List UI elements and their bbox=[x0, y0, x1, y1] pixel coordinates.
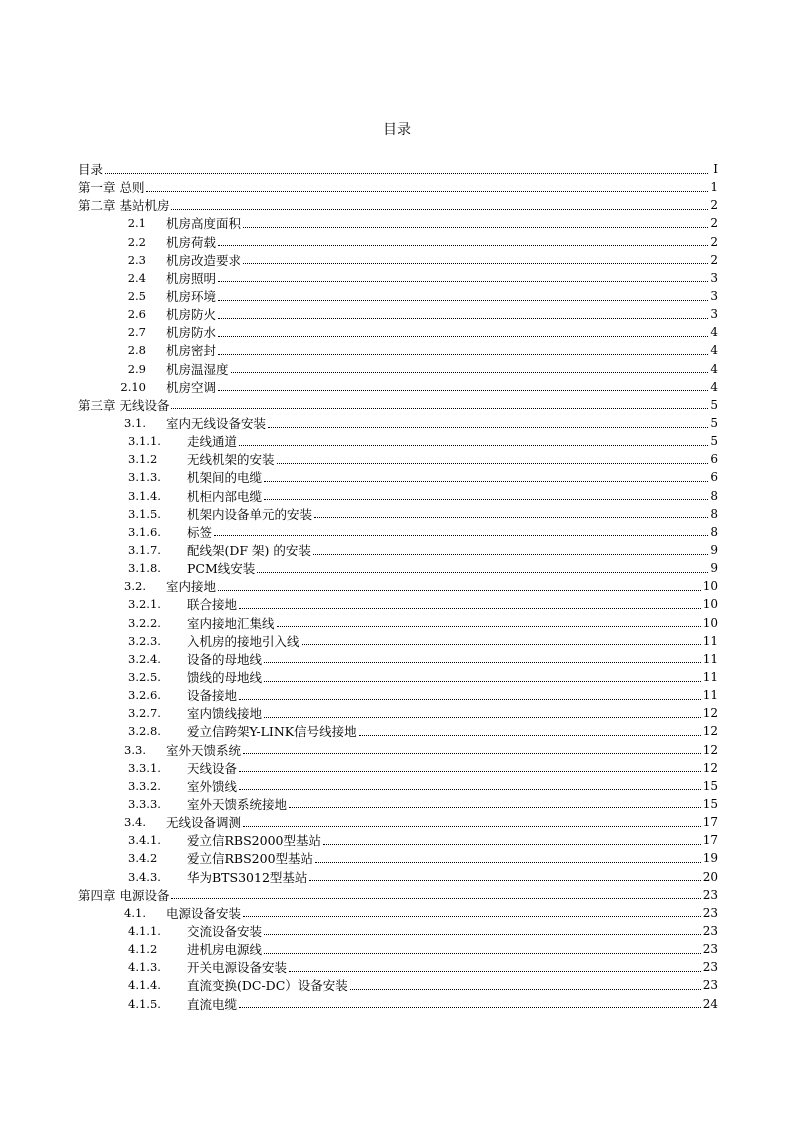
toc-entry-number-text: 3.3.2. bbox=[128, 778, 161, 793]
toc-entry-title: 入机房的接地引入线 bbox=[187, 633, 300, 649]
toc-entry[interactable] bbox=[78, 178, 718, 196]
toc-entry-page: 1 bbox=[710, 180, 718, 195]
toc-entry-page: 4 bbox=[710, 361, 718, 376]
toc-leader-dots bbox=[277, 626, 701, 627]
toc-entry-number-text: 3.2.8. bbox=[128, 724, 161, 739]
toc-entry-number bbox=[78, 851, 158, 865]
toc-entry-number bbox=[78, 688, 161, 703]
toc-leader-dots bbox=[171, 209, 708, 210]
toc-entry-page: 19 bbox=[702, 851, 718, 866]
toc-entry-number: 2.8 bbox=[127, 343, 146, 358]
toc-leader-dots bbox=[359, 735, 701, 736]
toc-entry-number-text: 3.1.6. bbox=[128, 524, 161, 539]
toc-entry-number: 2.2 bbox=[127, 234, 146, 249]
toc-leader-dots bbox=[264, 662, 701, 663]
toc-leader-dots bbox=[239, 608, 701, 609]
table-of-contents bbox=[78, 160, 718, 1013]
toc-entry[interactable] bbox=[78, 849, 718, 867]
toc-entry-title: 设备接地 bbox=[187, 688, 238, 704]
toc-leader-dots bbox=[277, 463, 708, 464]
toc-entry-page: 10 bbox=[702, 597, 718, 612]
toc-entry-title: 爱立信RBS2000型基站 bbox=[187, 833, 321, 849]
toc-entry-number-text: 3.4.1. bbox=[128, 833, 161, 848]
toc-leader-dots bbox=[146, 191, 708, 192]
toc-entry-number bbox=[78, 706, 161, 721]
toc-entry-number-text: 4.1.2 bbox=[128, 942, 158, 957]
toc-entry-number bbox=[78, 452, 158, 466]
toc-entry-title: 机柜内部电缆 bbox=[187, 488, 263, 504]
toc-entry[interactable] bbox=[78, 922, 718, 940]
toc-entry-title: 机架内设备单元的安装 bbox=[187, 506, 313, 522]
toc-entry[interactable] bbox=[78, 450, 718, 468]
toc-entry-number-text: 3.2.6. bbox=[128, 688, 161, 703]
toc-entry-number-text: 3.4.2 bbox=[128, 851, 158, 866]
toc-entry-number bbox=[78, 923, 161, 938]
toc-entry-number-text: 3.3.1. bbox=[128, 760, 161, 775]
toc-entry-number bbox=[78, 670, 161, 684]
toc-entry-number: 3.1. bbox=[124, 416, 146, 431]
toc-entry-page: 10 bbox=[702, 579, 718, 594]
toc-leader-dots bbox=[289, 807, 701, 808]
toc-entry-title: 机房密封 bbox=[166, 343, 217, 359]
toc-entry-page: 15 bbox=[702, 778, 718, 793]
toc-entry-number-text: 3.1.8. bbox=[128, 561, 161, 576]
toc-entry-number-text: 3.2.2. bbox=[128, 615, 161, 630]
toc-entry[interactable] bbox=[78, 468, 718, 486]
toc-entry-number-text: 3.4.3. bbox=[128, 869, 161, 884]
toc-entry-page: 8 bbox=[710, 506, 718, 521]
toc-entry-page: 6 bbox=[710, 452, 718, 467]
toc-entry-number: 4.1. bbox=[124, 905, 146, 920]
toc-entry-number-text: 3.2.1. bbox=[128, 597, 161, 612]
toc-entry-number bbox=[78, 778, 161, 793]
toc-leader-dots bbox=[257, 572, 708, 573]
toc-entry-title: 进机房电源线 bbox=[187, 942, 263, 958]
toc-entry-page: 11 bbox=[702, 670, 718, 684]
toc-leader-dots bbox=[239, 1007, 701, 1008]
toc-entry-number: 3.4. bbox=[124, 815, 146, 830]
toc-entry-title: 开关电源设备安装 bbox=[187, 960, 288, 976]
toc-entry-title: 机房荷载 bbox=[166, 234, 217, 250]
toc-entry-title: 机房高度面积 bbox=[166, 216, 242, 232]
toc-leader-dots bbox=[218, 354, 708, 355]
toc-entry-number bbox=[78, 506, 161, 521]
toc-leader-dots bbox=[239, 699, 701, 700]
toc-entry-title: 机架间的电缆 bbox=[187, 470, 263, 486]
toc-entry-page: 23 bbox=[702, 887, 718, 902]
toc-leader-dots bbox=[214, 535, 708, 536]
toc-entry[interactable] bbox=[78, 595, 718, 613]
toc-entry[interactable] bbox=[78, 867, 718, 885]
toc-entry-page: 3 bbox=[710, 270, 718, 285]
toc-entry-page: 2 bbox=[710, 198, 718, 213]
toc-entry-title: 机房环境 bbox=[166, 289, 217, 305]
toc-entry-number-text: 3.2.5. bbox=[128, 670, 161, 684]
toc-entry-title: 爱立信跨架Y-LINK信号线接地 bbox=[187, 724, 357, 740]
toc-entry[interactable] bbox=[78, 251, 718, 269]
toc-entry-page: 5 bbox=[710, 434, 718, 449]
toc-entry-page: 4 bbox=[710, 343, 718, 358]
toc-entry-page: 11 bbox=[702, 688, 718, 703]
toc-entry-title: 第一章 总则 bbox=[78, 180, 145, 196]
toc-entry-page: 4 bbox=[710, 379, 718, 394]
toc-entry-page: 11 bbox=[702, 651, 718, 666]
toc-entry-title: 联合接地 bbox=[187, 597, 238, 613]
toc-entry-title: 华为BTS3012型基站 bbox=[187, 869, 308, 885]
toc-entry-number-text: 3.2.3. bbox=[128, 633, 161, 648]
toc-entry-number-text: 3.1.3. bbox=[128, 470, 161, 485]
toc-entry-page: 23 bbox=[702, 942, 718, 957]
toc-entry-page: 3 bbox=[710, 307, 718, 322]
toc-entry-title: 标签 bbox=[187, 524, 213, 540]
toc-entry-title: 配线架(DF 架) 的安装 bbox=[187, 543, 311, 559]
toc-entry-number: 2.4 bbox=[127, 270, 146, 285]
toc-entry-number bbox=[78, 978, 161, 993]
toc-entry-title: 机房温湿度 bbox=[166, 361, 229, 377]
toc-entry-page: 12 bbox=[702, 760, 718, 775]
toc-entry-title: 机房防火 bbox=[166, 307, 217, 323]
toc-leader-dots bbox=[243, 753, 701, 754]
toc-leader-dots bbox=[218, 390, 708, 391]
toc-entry-title: 目录 bbox=[78, 162, 104, 178]
toc-entry-number bbox=[78, 724, 161, 739]
toc-entry-title: PCM线安装 bbox=[187, 561, 256, 577]
toc-entry-number-text: 3.1.7. bbox=[128, 543, 161, 558]
toc-leader-dots bbox=[264, 934, 701, 935]
toc-entry-page: I bbox=[713, 162, 718, 177]
toc-entry-number: 3.3. bbox=[124, 742, 146, 757]
toc-entry-title: 室内无线设备安装 bbox=[166, 416, 267, 432]
toc-entry-number bbox=[78, 434, 161, 449]
toc-leader-dots bbox=[239, 771, 701, 772]
toc-entry-number-text: 4.1.4. bbox=[128, 978, 161, 993]
toc-entry[interactable] bbox=[78, 958, 718, 976]
toc-entry-page: 2 bbox=[710, 252, 718, 267]
toc-entry-page: 8 bbox=[710, 524, 718, 539]
toc-entry-title: 第三章 无线设备 bbox=[78, 397, 170, 413]
toc-entry-number bbox=[78, 942, 158, 956]
toc-leader-dots bbox=[313, 554, 708, 555]
page-title: 目录 bbox=[383, 122, 411, 138]
toc-entry-number: 2.6 bbox=[127, 307, 146, 322]
toc-entry-number-text: 3.2.4. bbox=[128, 651, 161, 666]
toc-entry-page: 5 bbox=[710, 416, 718, 431]
toc-entry[interactable] bbox=[78, 668, 718, 686]
toc-entry-page: 9 bbox=[710, 561, 718, 576]
toc-entry[interactable] bbox=[78, 614, 718, 632]
toc-entry[interactable] bbox=[78, 650, 718, 668]
toc-entry[interactable] bbox=[78, 904, 718, 922]
toc-entry-page: 12 bbox=[702, 724, 718, 739]
toc-entry[interactable] bbox=[78, 233, 718, 251]
toc-entry[interactable] bbox=[78, 886, 718, 904]
toc-leader-dots bbox=[239, 445, 708, 446]
toc-entry[interactable] bbox=[78, 722, 718, 740]
toc-entry-page: 6 bbox=[710, 470, 718, 485]
toc-entry[interactable] bbox=[78, 396, 718, 414]
toc-entry[interactable] bbox=[78, 940, 718, 958]
toc-entry-number-text: 4.1.1. bbox=[128, 923, 161, 938]
toc-entry[interactable] bbox=[78, 813, 718, 831]
toc-leader-dots bbox=[239, 789, 701, 790]
toc-entry-title: 室内接地汇集线 bbox=[187, 615, 275, 631]
toc-entry-title: 机房防水 bbox=[166, 325, 217, 341]
toc-leader-dots bbox=[105, 173, 708, 174]
toc-entry-number-text: 3.1.2 bbox=[128, 452, 158, 467]
toc-leader-dots bbox=[264, 499, 708, 500]
toc-entry-title: 机房改造要求 bbox=[166, 252, 242, 268]
toc-leader-dots bbox=[264, 953, 701, 954]
toc-leader-dots bbox=[218, 336, 708, 337]
toc-entry-title: 电源设备安装 bbox=[166, 905, 242, 921]
toc-entry-page: 20 bbox=[702, 869, 718, 884]
toc-leader-dots bbox=[264, 681, 701, 682]
toc-entry[interactable] bbox=[78, 323, 718, 341]
toc-entry[interactable] bbox=[78, 432, 718, 450]
toc-entry-page: 24 bbox=[702, 996, 718, 1011]
toc-entry-number bbox=[78, 796, 161, 811]
toc-entry[interactable] bbox=[78, 505, 718, 523]
toc-entry-page: 11 bbox=[702, 633, 718, 648]
toc-leader-dots bbox=[309, 880, 700, 881]
toc-entry-number-text: 3.3.3. bbox=[128, 796, 161, 811]
toc-entry-title: 室外天馈系统接地 bbox=[187, 796, 288, 812]
toc-entry-page: 23 bbox=[702, 923, 718, 938]
toc-entry-number: 3.2. bbox=[124, 579, 146, 594]
toc-entry-number-text: 3.1.1. bbox=[128, 434, 161, 449]
toc-entry-number: 2.9 bbox=[127, 361, 146, 376]
toc-entry-page: 17 bbox=[702, 815, 718, 830]
toc-entry-number-text: 4.1.3. bbox=[128, 960, 161, 975]
toc-entry-page: 4 bbox=[710, 325, 718, 340]
toc-entry-number-text: 4.1.5. bbox=[128, 996, 161, 1011]
toc-leader-dots bbox=[323, 844, 701, 845]
toc-leader-dots bbox=[243, 263, 708, 264]
toc-entry[interactable] bbox=[78, 269, 718, 287]
toc-entry[interactable] bbox=[78, 976, 718, 994]
toc-entry[interactable] bbox=[78, 577, 718, 595]
toc-entry[interactable] bbox=[78, 741, 718, 759]
toc-entry[interactable] bbox=[78, 305, 718, 323]
toc-entry[interactable] bbox=[78, 686, 718, 704]
toc-leader-dots bbox=[218, 281, 708, 282]
toc-entry[interactable] bbox=[78, 559, 718, 577]
toc-entry-number-text: 3.2.7. bbox=[128, 706, 161, 721]
toc-entry-title: 无线设备调测 bbox=[166, 815, 242, 831]
toc-leader-dots bbox=[264, 717, 701, 718]
toc-entry[interactable] bbox=[78, 160, 718, 178]
toc-leader-dots bbox=[350, 989, 701, 990]
toc-entry-number bbox=[78, 470, 161, 485]
toc-leader-dots bbox=[218, 245, 708, 246]
toc-entry[interactable] bbox=[78, 341, 718, 359]
toc-leader-dots bbox=[314, 517, 708, 518]
toc-entry-number: 2.10 bbox=[120, 379, 146, 394]
toc-entry-number bbox=[78, 960, 161, 975]
toc-entry[interactable] bbox=[78, 777, 718, 795]
toc-leader-dots bbox=[231, 372, 708, 373]
toc-entry-title: 直流变换(DC-DC）设备安装 bbox=[187, 978, 348, 994]
toc-entry[interactable] bbox=[78, 831, 718, 849]
toc-entry-title: 直流电缆 bbox=[187, 996, 238, 1012]
toc-entry-title: 交流设备安装 bbox=[187, 923, 263, 939]
toc-entry-number bbox=[78, 651, 161, 666]
toc-entry[interactable] bbox=[78, 632, 718, 650]
toc-entry-number: 2.7 bbox=[127, 325, 146, 340]
toc-entry[interactable] bbox=[78, 214, 718, 232]
toc-entry-number bbox=[78, 597, 161, 612]
toc-entry[interactable] bbox=[78, 196, 718, 214]
toc-entry-number bbox=[78, 561, 161, 576]
toc-entry-page: 12 bbox=[702, 706, 718, 721]
toc-entry-page: 9 bbox=[710, 543, 718, 558]
toc-entry-number bbox=[78, 760, 161, 775]
toc-entry[interactable] bbox=[78, 795, 718, 813]
toc-entry-title: 机房空调 bbox=[166, 379, 217, 395]
toc-entry-title: 第四章 电源设备 bbox=[78, 887, 170, 903]
toc-entry-number bbox=[78, 488, 161, 503]
toc-entry-number-text: 3.1.4. bbox=[128, 488, 161, 503]
toc-leader-dots bbox=[315, 862, 701, 863]
toc-leader-dots bbox=[218, 318, 708, 319]
toc-entry-page: 2 bbox=[710, 216, 718, 231]
toc-entry[interactable] bbox=[78, 704, 718, 722]
toc-entry-number bbox=[78, 996, 161, 1011]
toc-entry-number bbox=[78, 524, 161, 539]
toc-entry-title: 设备的母地线 bbox=[187, 651, 263, 667]
toc-leader-dots bbox=[171, 898, 700, 899]
toc-entry-number bbox=[78, 833, 161, 848]
toc-entry-page: 10 bbox=[702, 615, 718, 630]
toc-entry-number: 2.5 bbox=[127, 289, 146, 304]
toc-entry-number bbox=[78, 543, 161, 558]
toc-entry-title: 室内馈线接地 bbox=[187, 706, 263, 722]
toc-entry[interactable] bbox=[78, 378, 718, 396]
toc-entry[interactable] bbox=[78, 759, 718, 777]
toc-entry-number: 2.3 bbox=[127, 252, 146, 267]
toc-entry-number bbox=[78, 869, 161, 884]
toc-entry-title: 室内接地 bbox=[166, 579, 217, 595]
toc-entry-title: 天线设备 bbox=[187, 760, 238, 776]
toc-entry-title: 爱立信RBS200型基站 bbox=[187, 851, 314, 867]
toc-leader-dots bbox=[243, 916, 701, 917]
toc-entry[interactable] bbox=[78, 487, 718, 505]
toc-entry-number bbox=[78, 615, 161, 630]
toc-entry-page: 2 bbox=[710, 234, 718, 249]
toc-entry-title: 走线通道 bbox=[187, 434, 238, 450]
toc-entry-page: 15 bbox=[702, 796, 718, 811]
toc-entry-page: 17 bbox=[702, 833, 718, 848]
toc-entry[interactable] bbox=[78, 287, 718, 305]
toc-entry-title: 机房照明 bbox=[166, 270, 217, 286]
toc-entry-number: 2.1 bbox=[127, 216, 146, 231]
toc-entry[interactable] bbox=[78, 360, 718, 378]
toc-entry-page: 3 bbox=[710, 289, 718, 304]
toc-entry-title: 第二章 基站机房 bbox=[78, 198, 170, 214]
toc-entry[interactable] bbox=[78, 414, 718, 432]
toc-entry-title: 无线机架的安装 bbox=[187, 452, 275, 468]
toc-leader-dots bbox=[243, 227, 708, 228]
toc-entry-number-text: 3.1.5. bbox=[128, 506, 161, 521]
toc-entry[interactable] bbox=[78, 523, 718, 541]
toc-entry-title: 馈线的母地线 bbox=[187, 670, 263, 685]
toc-leader-dots bbox=[243, 826, 701, 827]
toc-leader-dots bbox=[268, 427, 708, 428]
toc-entry[interactable] bbox=[78, 994, 718, 1012]
toc-entry-page: 5 bbox=[710, 397, 718, 412]
toc-entry-title: 室外天馈系统 bbox=[166, 742, 242, 758]
toc-leader-dots bbox=[218, 300, 708, 301]
toc-entry-page: 23 bbox=[702, 960, 718, 975]
toc-entry[interactable] bbox=[78, 541, 718, 559]
toc-leader-dots bbox=[218, 590, 701, 591]
toc-entry-page: 23 bbox=[702, 978, 718, 993]
toc-leader-dots bbox=[264, 481, 708, 482]
toc-leader-dots bbox=[302, 644, 701, 645]
toc-entry-page: 8 bbox=[710, 488, 718, 503]
toc-entry-number bbox=[78, 633, 161, 648]
toc-leader-dots bbox=[171, 408, 708, 409]
toc-leader-dots bbox=[289, 971, 701, 972]
toc-entry-title: 室外馈线 bbox=[187, 778, 238, 794]
toc-entry-page: 12 bbox=[702, 742, 718, 757]
toc-entry-page: 23 bbox=[702, 905, 718, 920]
